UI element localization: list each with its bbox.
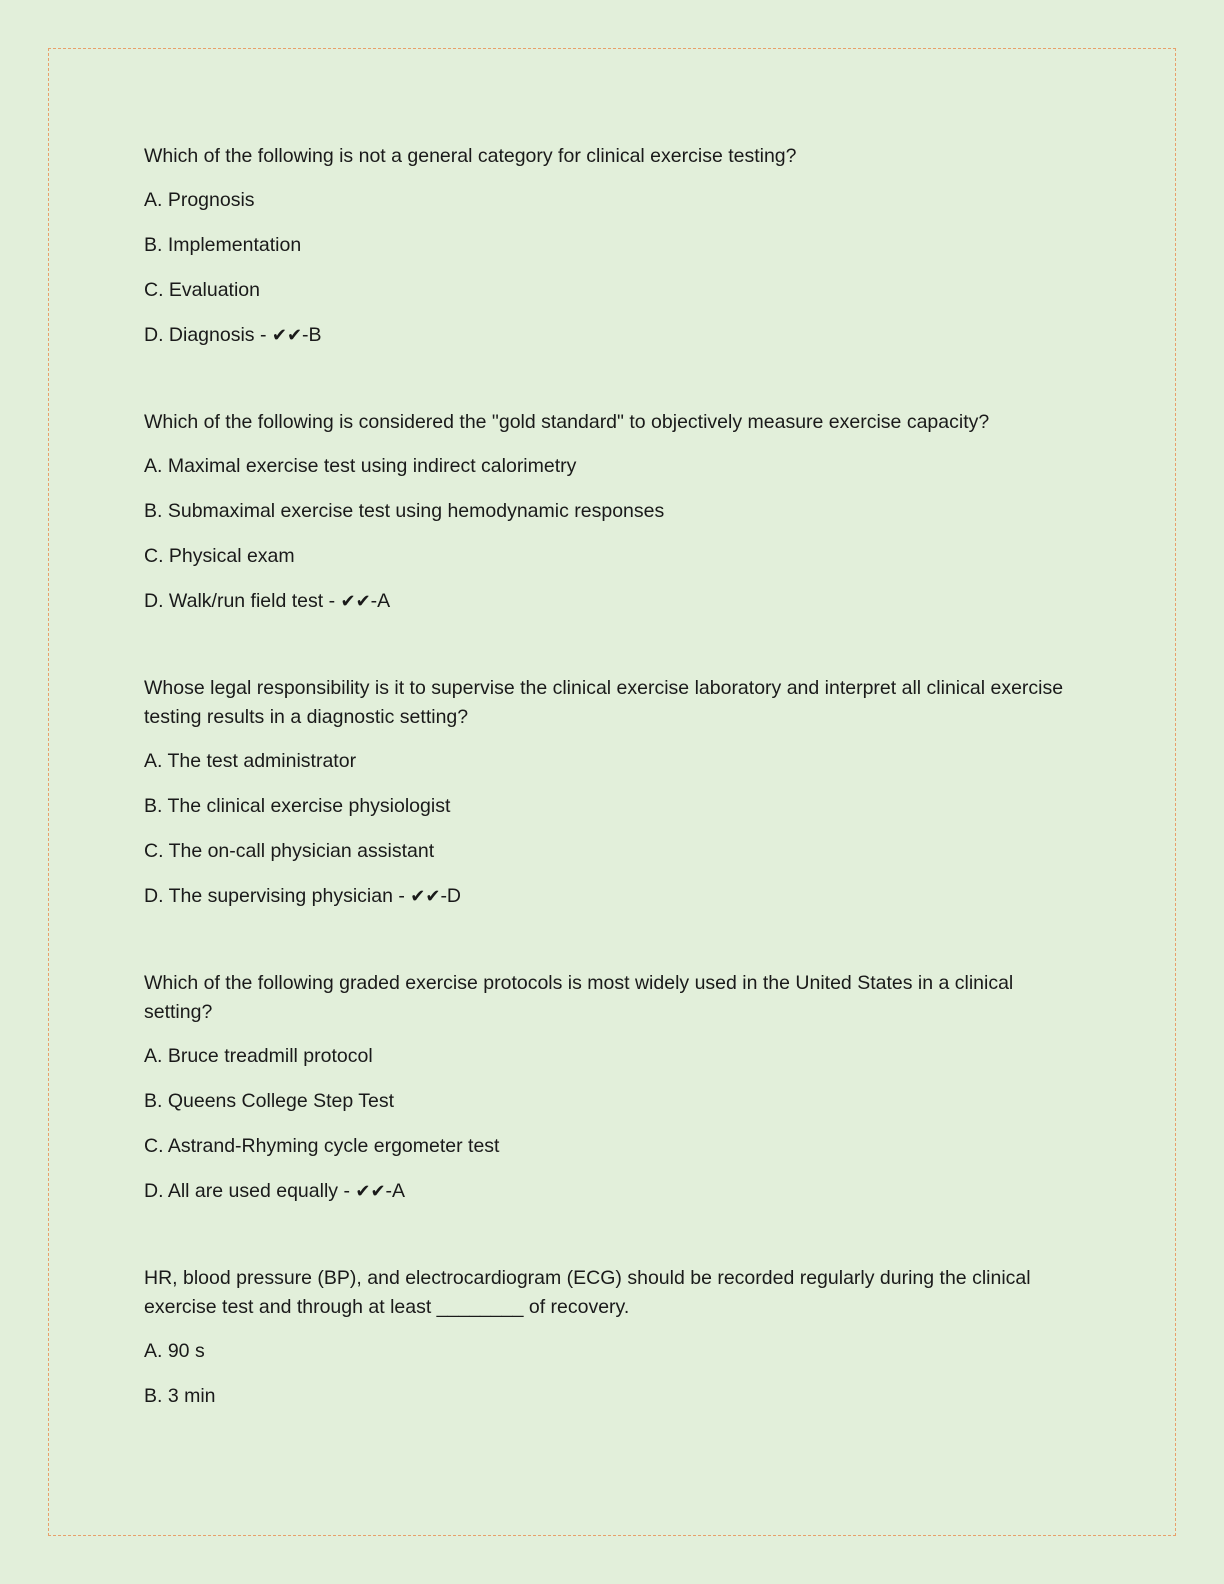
check-mark-icon: ✔✔ <box>410 886 441 907</box>
option-b: B. The clinical exercise physiologist <box>144 795 451 817</box>
option-a: A. Maximal exercise test using indirect calorimetry <box>144 455 577 477</box>
option-d-label: D. Walk/run field test - <box>144 590 341 612</box>
option-c: C. Astrand-Rhyming cycle ergometer test <box>144 1135 500 1157</box>
option-b: B. Queens College Step Test <box>144 1090 395 1112</box>
question-block-2 <box>144 408 1064 616</box>
option-a: A. 90 s <box>144 1340 205 1362</box>
option-c: C. Evaluation <box>144 279 260 301</box>
option-d-label: D. Diagnosis - <box>144 324 272 346</box>
question-block-4 <box>144 969 1064 1206</box>
answer-letter: -A <box>385 1180 406 1202</box>
question-text: Which of the following graded exercise protocols is most widely used in the United States in a clinical setting? <box>144 972 1014 1023</box>
option-a: A. Bruce treadmill protocol <box>144 1045 373 1067</box>
question-text: Whose legal responsibility is it to supervise the clinical exercise laboratory and interpret all clinical exercise testing results in a diagnostic setting? <box>144 677 1064 728</box>
option-b: B. 3 min <box>144 1385 216 1407</box>
check-mark-icon: ✔✔ <box>340 591 371 612</box>
question-text: Which of the following is considered the "gold standard" to objectively measure exercise capacity? <box>144 411 990 433</box>
option-d <box>144 587 1064 616</box>
question-text: Which of the following is not a general category for clinical exercise testing? <box>144 145 797 167</box>
answer-letter: -A <box>370 590 391 612</box>
check-mark-icon: ✔✔ <box>271 325 303 346</box>
answer-letter: -D <box>440 885 462 907</box>
option-d <box>144 1177 1064 1206</box>
check-mark-icon: ✔✔ <box>355 1181 386 1202</box>
question-block-1 <box>144 142 1064 350</box>
option-d-label: D. All are used equally - <box>144 1180 356 1202</box>
document-content <box>144 142 1064 1469</box>
option-c: C. Physical exam <box>144 545 295 567</box>
question-block-3 <box>144 674 1064 911</box>
option-a: A. Prognosis <box>144 189 255 211</box>
question-block-5 <box>144 1264 1064 1411</box>
option-a: A. The test administrator <box>144 750 357 772</box>
option-d <box>144 321 1064 350</box>
option-b: B. Submaximal exercise test using hemodynamic responses <box>144 500 665 522</box>
option-d-label: D. The supervising physician - <box>144 885 411 907</box>
answer-letter: -B <box>302 324 322 346</box>
option-b: B. Implementation <box>144 234 302 256</box>
question-text: HR, blood pressure (BP), and electrocardiogram (ECG) should be recorded regularly during the clinical exercise test and through at least ________ of recovery. <box>144 1267 1031 1318</box>
option-d <box>144 882 1064 911</box>
option-c: C. The on-call physician assistant <box>144 840 435 862</box>
